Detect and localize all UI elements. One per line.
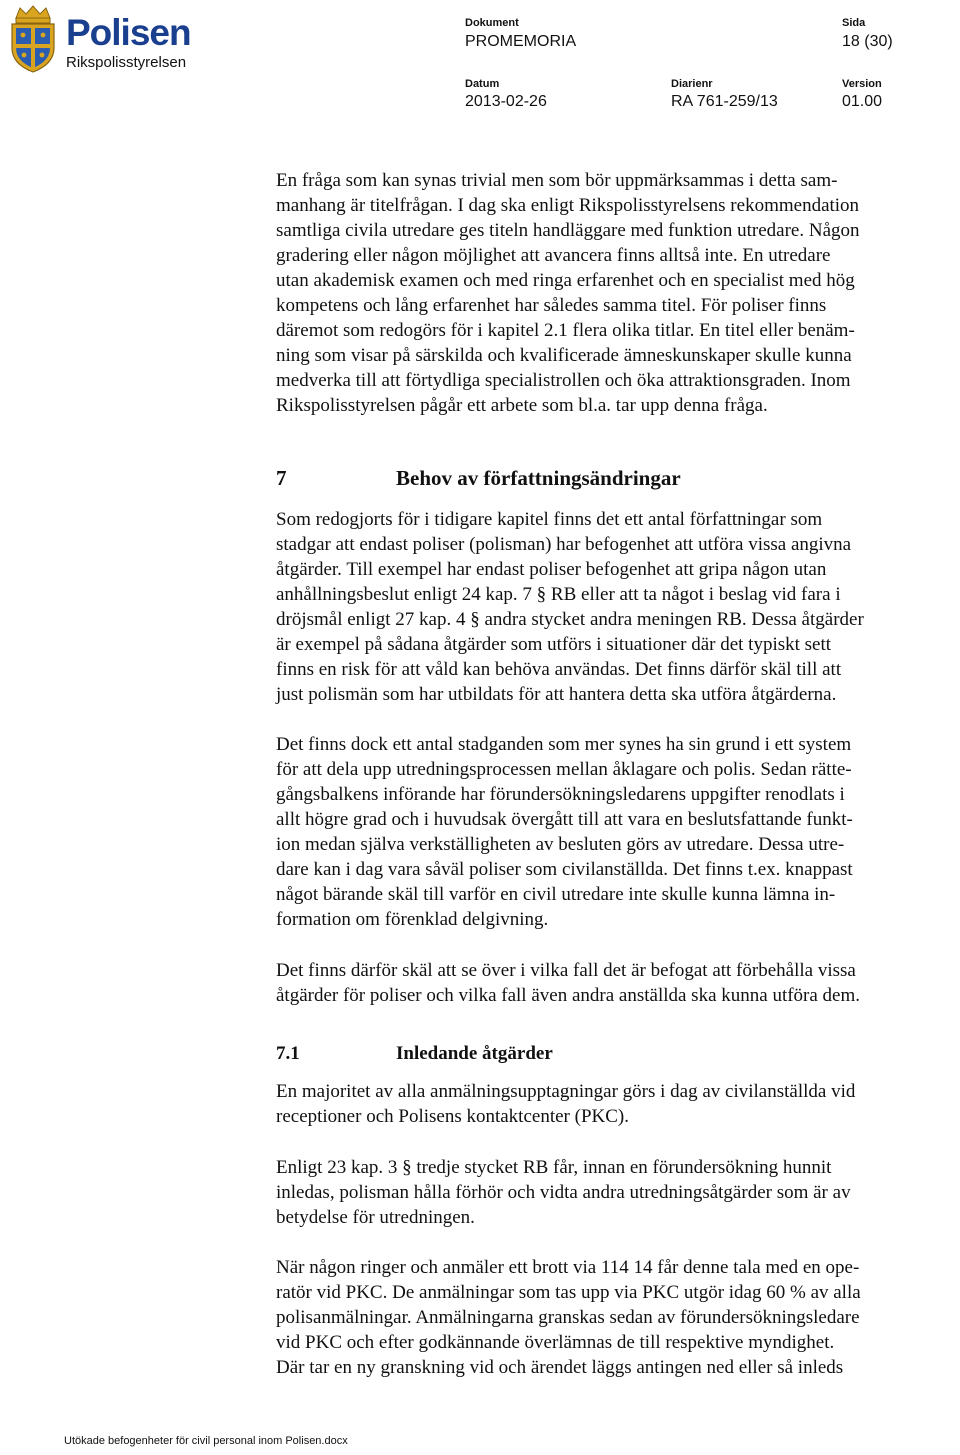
paragraph-intro-text: En fråga som kan synas trivial men som bör uppmärksammas i detta sam- manhang är titelfrågan. I dag ska enligt Rikspolisstyrelsens rekommendation samtliga civila utredare ges titeln handläggare med funktion utredare. Någon gradering eller någon möjlighet att avancera finns alltså inte. En utredare utan akademisk examen och med ringa erfarenhet och en specialist med hög kompetens och lång erfarenhet har således samma titel. För poliser finns däremot som redogörs för i kapitel 2.1 flera olika titlar. En titel eller benäm- ning som visar på särskilda och kvalificerade ämneskunskaper skulle kunna medverka till att förtydliga specialistrollen och öka attraktionsgraden. Inom Rikspolisstyrelsen pågår ett arbete som bl.a. tar upp denna fråga. xyxy=(276,170,860,416)
section-7-1-heading xyxy=(276,1043,553,1065)
version-label: Version xyxy=(842,78,882,90)
section-7-number: 7 xyxy=(276,466,287,490)
brand xyxy=(66,14,191,72)
section-7-title: Behov av författningsändringar xyxy=(396,466,681,490)
footer-filename: Utökade befogenheter för civil personal inom Polisen.docx xyxy=(64,1435,348,1447)
version-value: 01.00 xyxy=(842,93,883,110)
paragraph-s7-3-text: Det finns därför skäl att se över i vilka fall det är befogat att förbehålla vissa åtgärder för poliser och vilka fall även andra anställda ska kunna utföra dem. xyxy=(276,960,861,1006)
paragraph-s7-1-text: Som redogjorts för i tidigare kapitel finns det ett antal författningar som stadgar att endast poliser (polisman) har befogenhet att utföra vissa angivna åtgärder. Till exempel har endast poliser befogenhet att gripa någon utan anhållningsbeslut enligt 24 kap. 7 § RB eller att ta något i beslag vid fara i dröjsmål enligt 27 kap. 4 § andra stycket andra meningen RB. Dessa åtgärder är exempel på sådana åtgärder som utförs i situationer där det typiskt sett finns en risk för att våld kan behöva användas. Det finns därför skäl till att just polismän som har utbildats för att hantera detta ska utföra åtgärderna. xyxy=(276,509,864,705)
paragraph-s71-1-text: En majoritet av alla anmälningsupptagningar görs i dag av civilanställda vid receptioner och Polisens kontaktcenter (PKC). xyxy=(276,1081,856,1127)
paragraph-s71-3 xyxy=(276,1255,948,1380)
paragraph-s71-3-text: När någon ringer och anmäler ett brott via 114 14 får denne tala med en ope- ratör vid PKC. De anmälningar som tas upp via PKC utgör idag 60 % av alla polisanmälningar. Anmälningarna granskas sedan av förundersökningsledare vid PKC och efter godkännande överlämnas de till respektive myndighet. Där tar en ny granskning vid och ärendet läggs antingen ned eller så inleds xyxy=(276,1257,861,1378)
paragraph-s7-3 xyxy=(276,958,948,1008)
paragraph-s7-1 xyxy=(276,507,948,707)
brand-name: Polisen xyxy=(66,12,191,53)
paragraph-s71-2-text: Enligt 23 kap. 3 § tredje stycket RB får, innan en förundersökning hunnit inledas, polisman hålla förhör och vidta andra utredningsåtgärder som är av betydelse för utredningen. xyxy=(276,1157,851,1228)
police-crest-icon xyxy=(6,4,60,74)
datum-value: 2013-02-26 xyxy=(465,93,547,110)
dokument-value: PROMEMORIA xyxy=(465,33,577,50)
sida-label: Sida xyxy=(842,17,866,29)
paragraph-s71-2 xyxy=(276,1155,948,1230)
brand-subtitle: Rikspolisstyrelsen xyxy=(66,54,187,71)
section-7-1-number: 7.1 xyxy=(276,1043,300,1064)
paragraph-s71-1 xyxy=(276,1079,948,1129)
datum-label: Datum xyxy=(465,78,500,90)
section-7-heading xyxy=(276,466,681,491)
paragraph-intro xyxy=(276,168,948,418)
paragraph-s7-2-text: Det finns dock ett antal stadganden som mer synes ha sin grund i ett system för att dela upp utredningsprocessen mellan åklagare och polis. Sedan rätte- gångsbalkens införande har förundersökningsledarens uppgifter renodlats i allt högre grad och i huvudsak övergått till att vara en beslutsfattande funkt- ion medan själva verkställigheten av besluten görs av utredare. Dessa utre- dare kan i dag vara såväl poliser som civilanställda. Det finns t.ex. knappast något bärande skäl till varför en civil utredare inte skulle kunna lämna in- formation om förenklad delgivning. xyxy=(276,734,853,930)
paragraph-s7-2 xyxy=(276,732,948,932)
dokument-label: Dokument xyxy=(465,17,519,29)
sida-value: 18 (30) xyxy=(842,33,893,50)
section-7-1-title: Inledande åtgärder xyxy=(396,1043,553,1064)
diarienr-label: Diarienr xyxy=(671,78,713,90)
diarienr-value: RA 761-259/13 xyxy=(671,93,778,110)
